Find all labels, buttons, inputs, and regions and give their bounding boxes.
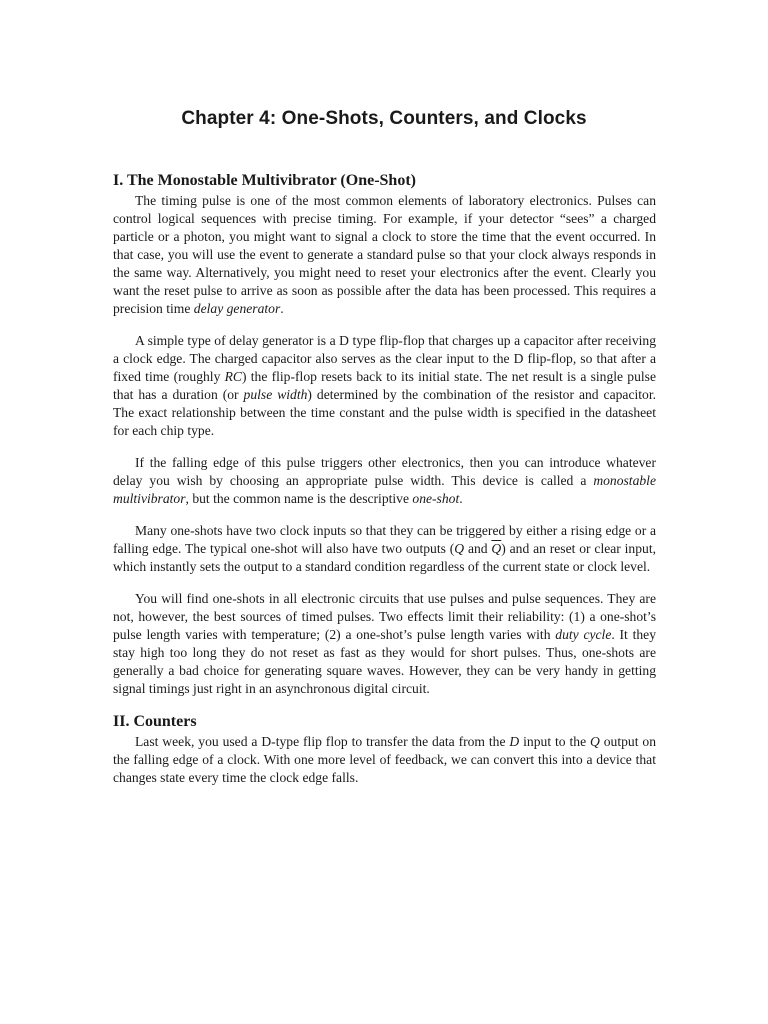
text-run: Many one-shots have two clock inputs so that they can be triggered by either a rising edge or a falling edge. The typical one-shot will also have two outputs ( — [113, 523, 656, 556]
text-run: The timing pulse is one of the most common elements of laboratory electronics. Pulses can control logical sequences with precise timing. For example, if your detector “sees” a charged particle or a photon, you might want to signal a clock to store the time that the event occurred. In that case, you will use the event to generate a standard pulse so that your clock always responds in the same way. Alternatively, you might need to reset your electronics after the event. Clearly you want the reset pulse to arrive as soon as possible after the data has been processed. This requires a precision time — [113, 193, 656, 316]
text-run: and — [464, 541, 492, 556]
text-run: . It they stay high too long they do not reset as fast as they would for short pulses. Thus, one-shots are generally a bad choice for generating square waves. However, they can be very handy in getting signal timings just right in an asynchronous digital circuit. — [113, 627, 657, 696]
emphasis-monostable-multivibrator: monostable multivibrator — [113, 473, 656, 506]
paragraph-clock-inputs — [113, 522, 656, 576]
document-body — [113, 171, 656, 787]
symbol-d: D — [509, 734, 520, 749]
text-run: If the falling edge of this pulse triggers other electronics, then you can introduce whatever delay you wish by choosing an appropriate pulse width. This device is called a — [113, 455, 656, 488]
symbol-q-bar: $\overline{Q}$ — [491, 541, 502, 556]
text-run: Last week, you used a D-type flip flop to transfer the data from the — [135, 734, 510, 749]
text-run: A simple type of delay generator is a D type flip-flop that charges up a capacitor after receiving a clock edge. The charged capacitor also serves as the clear input to the D flip-flop, so that after a fixed time (roughly — [113, 333, 656, 384]
text-run: You will find one-shots in all electronic circuits that use pulses and pulse sequences. They are not, however, the best sources of timed pulses. Two effects limit their reliability: (1) a one-shot’s pulse length varies with temperature; (2) a one-shot’s pulse length varies with — [113, 591, 656, 642]
emphasis-one-shot: one-shot — [412, 491, 460, 506]
text-run: ) determined by the combination of the resistor and capacitor. The exact relationship between the time constant and the pulse width is specified in the datasheet for each chip type. — [113, 387, 656, 438]
section-heading-monostable: I. The Monostable Multivibrator (One-Shot) — [113, 172, 416, 189]
text-run: . — [280, 301, 284, 316]
paragraph-counters-intro — [113, 733, 656, 787]
symbol-q: Q — [590, 734, 600, 749]
emphasis-delay-generator: delay generator — [193, 301, 281, 316]
paragraph-falling-edge — [113, 454, 656, 508]
emphasis-rc: RC — [224, 369, 242, 384]
text-run: output on the falling edge of a clock. With one more level of feedback, we can convert this into a device that changes state every time the clock edge falls. — [113, 734, 656, 785]
emphasis-pulse-width: pulse width — [243, 387, 308, 402]
paragraph-reliability — [113, 590, 656, 698]
symbol-q: Q — [454, 541, 465, 556]
emphasis-duty-cycle: duty cycle — [555, 627, 612, 642]
text-run: input to the — [519, 734, 591, 749]
paragraph-timing-pulse — [113, 192, 656, 318]
text-run: ) the flip-flop resets back to its initial state. The net result is a single pulse that has a duration (or — [113, 369, 656, 402]
text-run: . — [459, 491, 463, 506]
text-run: ) and an reset or clear input, which instantly sets the output to a standard condition regardless of the current state or clock level. — [113, 541, 656, 574]
section-heading-counters: II. Counters — [113, 713, 197, 730]
text-run: , but the common name is the descriptive — [185, 491, 413, 506]
paragraph-delay-generator — [113, 332, 656, 440]
chapter-title: Chapter 4: One-Shots, Counters, and Clocks — [181, 108, 587, 129]
